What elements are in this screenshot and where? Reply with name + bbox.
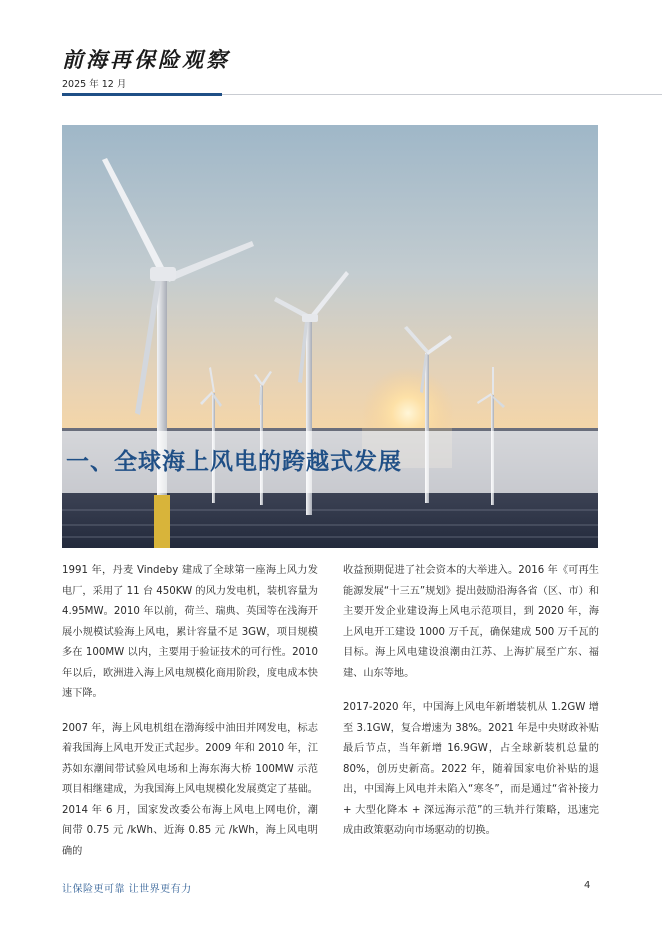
page-header bbox=[62, 44, 642, 99]
paragraph: 收益预期促进了社会资本的大举进入。2016 年《可再生能源发展“十三五”规划》提出鼓励沿海各省（区、市）和主要开发企业建设海上风电示范项目，到 2020 年，海上风电开工建设 1000 万千瓦，确保建成 500 万千瓦的目标。海上风电建设浪潮由江苏、上海扩展至广东、福建、山东等地。 bbox=[343, 565, 599, 679]
hero-image bbox=[62, 125, 598, 548]
issue-date: 2025 年 12 月 bbox=[62, 79, 127, 90]
body-column-left bbox=[62, 561, 318, 876]
masthead-title: 前海再保险观察 bbox=[62, 47, 230, 72]
paragraph: 2007 年，海上风电机组在渤海绥中油田并网发电，标志着我国海上风电开发正式起步。2009 年和 2010 年，江苏如东潮间带试验风电场和上海东海大桥 100MW 示范项目相继建成，为我国海上风电规模化发展奠定了基础。2014 年 6 月，国家发改委公布海上风电上网电价，潮间带 0.75 元 /kWh、近海 0.85 元 /kWh，海上风电明确的 bbox=[62, 722, 318, 857]
header-accent-rule bbox=[62, 93, 222, 96]
paragraph: 2017-2020 年，中国海上风电年新增装机从 1.2GW 增至 3.1GW，复合增速为 38%。2021 年是中央财政补贴最后节点，当年新增 16.9GW，占全球新装机总量的 80%，创历史新高。2022 年，随着国家电价补贴的退出，中国海上风电并未陷入“寒冬”，而是通过“省补接力 + 大型化降本 + 深远海示范”的三轨并行策略，迅速完成由政策驱动向市场驱动的切换。 bbox=[343, 702, 599, 836]
paragraph: 1991 年，丹麦 Vindeby 建成了全球第一座海上风力发电厂，采用了 11 台 450KW 的风力发电机，装机容量为 4.95MW。2010 年以前，荷兰、瑞典、英国等在浅海开展小规模试验海上风电，累计容量不足 3GW，项目规模多在 100MW 以内，主要用于验证技术的可行性。2010 年以后，欧洲进入海上风电规模化商用阶段，度电成本快速下降。 bbox=[62, 565, 318, 699]
page-number: 4 bbox=[584, 880, 591, 891]
footer-slogan: 让保险更可靠 让世界更有力 bbox=[62, 884, 192, 895]
section-title: 一、全球海上风电的跨越式发展 bbox=[66, 449, 402, 475]
body-column-right bbox=[343, 561, 599, 856]
